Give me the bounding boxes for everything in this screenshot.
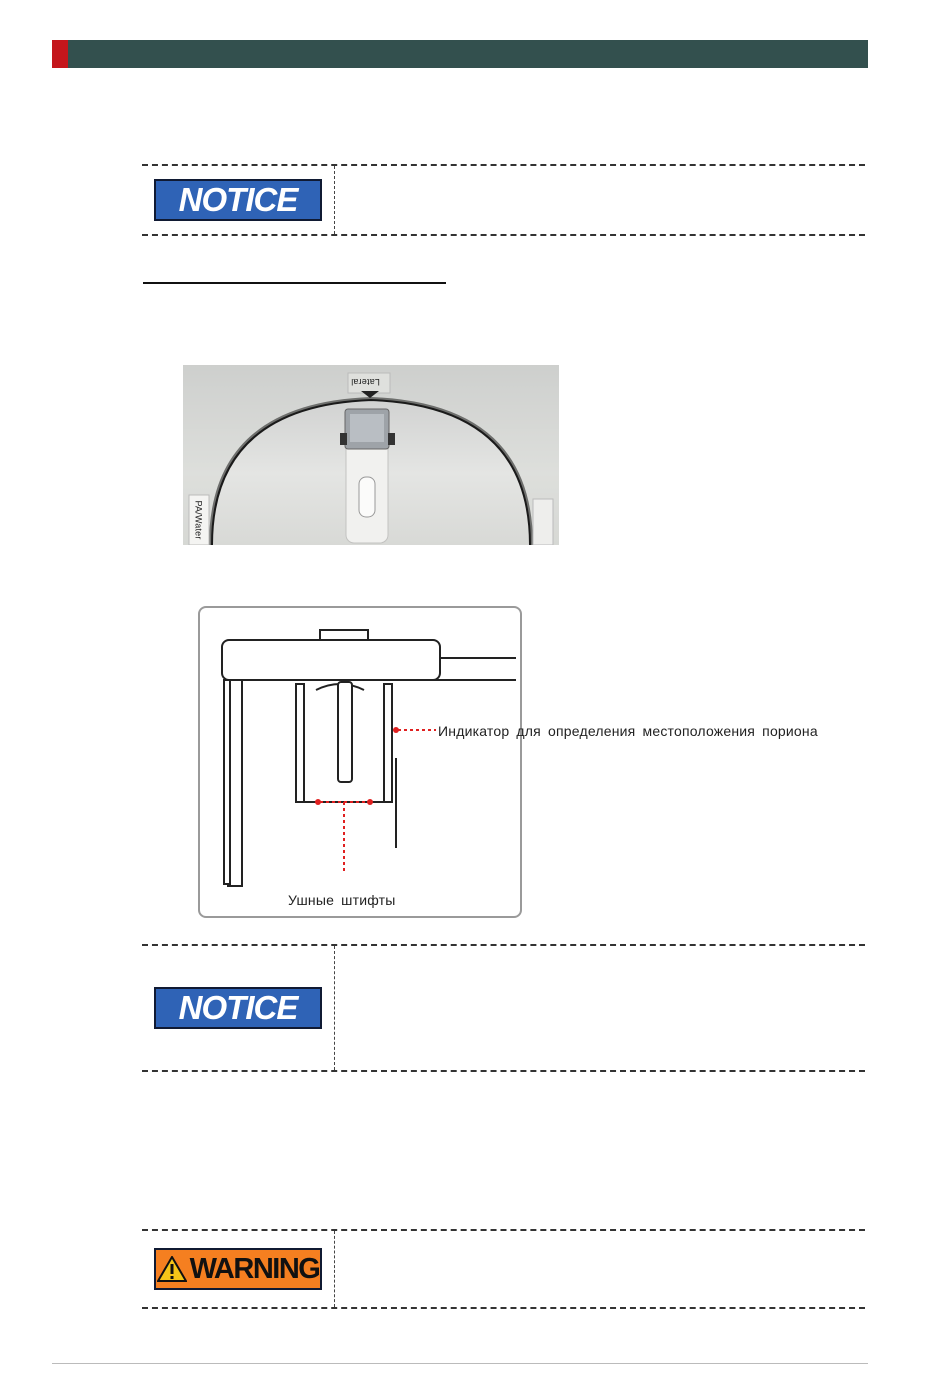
footer-rule bbox=[52, 1363, 868, 1364]
porion-indicator-label: Индикатор для определения местоположения пориона bbox=[438, 723, 818, 739]
ear-rods-label: Ушные штифты bbox=[288, 892, 396, 908]
section-rule bbox=[143, 282, 446, 284]
header-accent bbox=[52, 40, 68, 68]
notice-divider bbox=[334, 946, 335, 1070]
cephalostat-photo bbox=[183, 365, 559, 545]
notice-box-2 bbox=[142, 944, 865, 1072]
warning-triangle-icon bbox=[157, 1256, 187, 1282]
notice-divider bbox=[334, 166, 335, 234]
ear-rods-diagram bbox=[198, 606, 522, 918]
photo-drawing bbox=[183, 365, 559, 545]
warning-divider bbox=[334, 1231, 335, 1307]
diagram-drawing bbox=[200, 608, 524, 920]
warning-badge bbox=[154, 1248, 322, 1290]
pa-label: PA/Water bbox=[193, 500, 204, 540]
warning-box bbox=[142, 1229, 865, 1309]
lateral-label: Lateral bbox=[351, 377, 380, 387]
notice-box-1 bbox=[142, 164, 865, 236]
notice-badge: NOTICE bbox=[154, 987, 322, 1029]
header-bar bbox=[52, 40, 868, 68]
warning-label: WARNING bbox=[189, 1252, 320, 1285]
notice-badge: NOTICE bbox=[154, 179, 322, 221]
